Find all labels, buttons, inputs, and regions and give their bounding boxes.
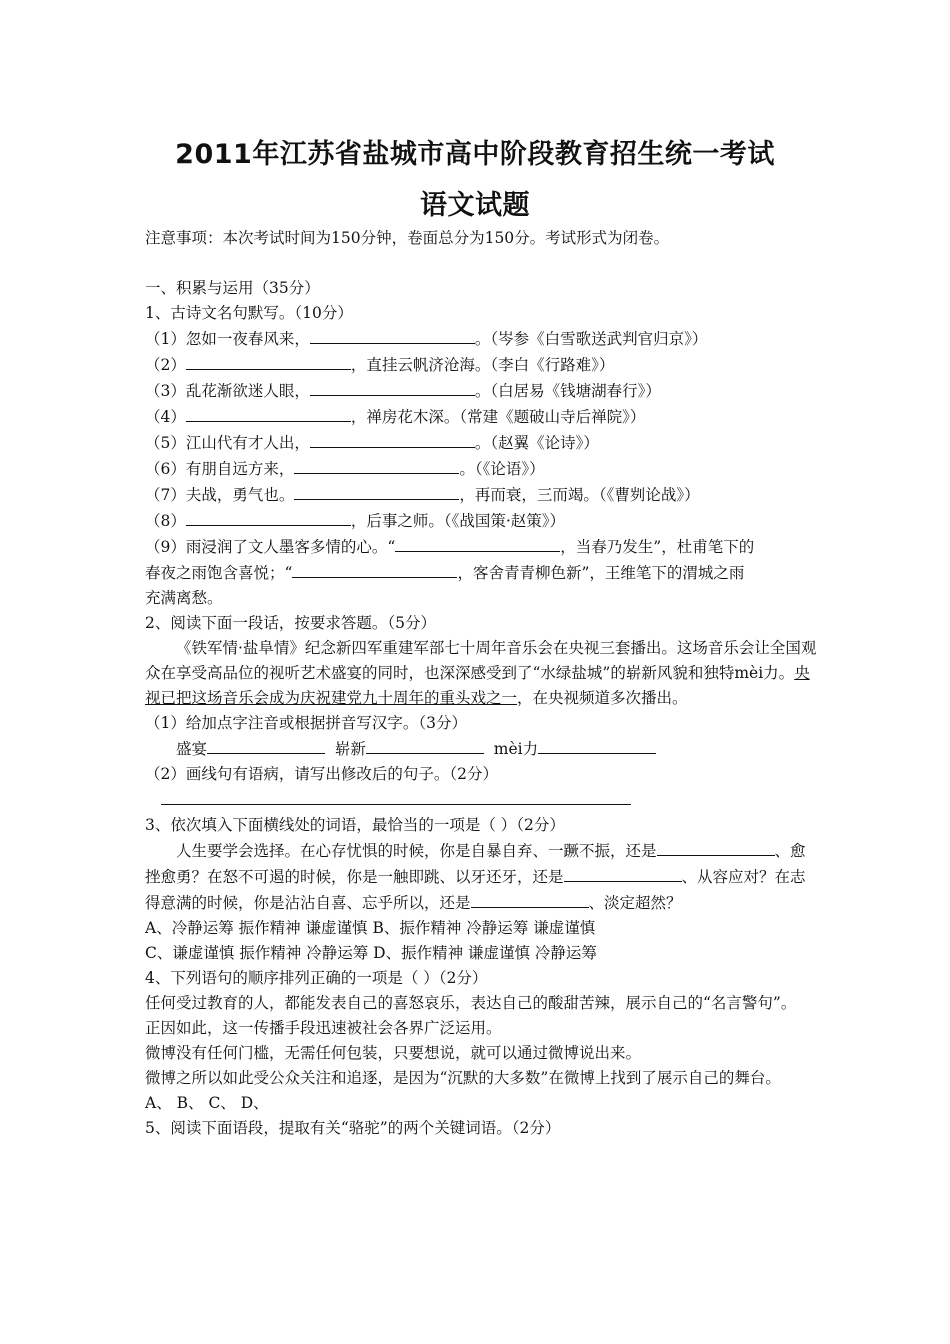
underlined-sentence: 央视已把这场音乐会成为庆祝建党九十周年的重头戏之一	[145, 664, 810, 707]
q1-item-2: （2） ，直挂云帆济沧海。（李白《行路难》）	[145, 352, 820, 378]
section-heading: 一、积累与运用（35分）	[145, 279, 320, 297]
q3-options-ab: A、冷静运筹 振作精神 谦虚谨慎 B、振作精神 冷静运筹 谦虚谨慎	[145, 919, 596, 937]
answer-blank[interactable]	[294, 456, 459, 474]
answer-blank[interactable]	[207, 736, 325, 754]
q4-options: A、 B、 C、 D、	[145, 1094, 269, 1112]
exam-content	[145, 226, 820, 1141]
q3-passage: 人生要学会选择。在心存忧惧的时候，你是自暴自弃、一蹶不振，还是 、愈挫愈勇？在怒不可遏的时候，你是一触即跳、以牙还牙，还是 、从容应对？在志得意满的时候，你是沾沾自喜、忘乎所以，还是 、淡定超然？	[145, 838, 820, 916]
answer-blank[interactable]	[186, 404, 351, 422]
q4-sentence-1: 任何受过教育的人，都能发表自己的喜怒哀乐，表达自己的酸甜苦辣，展示自己的“名言警句”。	[145, 994, 797, 1012]
answer-blank[interactable]	[538, 736, 656, 754]
answer-blank[interactable]	[310, 326, 475, 344]
q1-item-4: （4） ，禅房花木深。（常建《题破山寺后禅院》）	[145, 404, 820, 430]
q1-item-6: （6）有朋自远方来， 。（《论语》）	[145, 456, 820, 482]
question-1-stem: 1、古诗文名句默写。（10分）	[145, 304, 353, 322]
q2-passage: 《铁军情·盐阜情》纪念新四军重建军部七十周年音乐会在央视三套播出。这场音乐会让全国观众在享受高品位的视听艺术盛宴的同时，也深深感受到了“水绿盐城”的崭新风貌和独特mèi力。央视已把这场音乐会成为庆祝建党九十周年的重头戏之一，在央视频道多次播出。	[145, 639, 817, 707]
exam-title: 2011年江苏省盐城市高中阶段教育招生统一考试	[175, 139, 775, 170]
answer-blank[interactable]	[186, 508, 351, 526]
q1-item-5: （5）江山代有才人出， 。（赵翼《论诗》）	[145, 430, 820, 456]
q2-sub-1: （1）给加点字注音或根据拼音写汉字。（3分）	[145, 714, 467, 732]
answer-blank[interactable]	[310, 378, 475, 396]
answer-blank[interactable]	[366, 736, 484, 754]
q4-sentence-4: 微博之所以如此受公众关注和追逐，是因为“沉默的大多数”在微博上找到了展示自己的舞台。	[145, 1069, 781, 1087]
q4-sentence-3: 微博没有任何门槛，无需任何包装，只要想说，就可以通过微博说出来。	[145, 1044, 642, 1062]
answer-blank[interactable]	[395, 534, 560, 552]
q1-item-7: （7）夫战，勇气也。 ，再而衰，三而竭。（《曹刿论战》）	[145, 482, 820, 508]
question-4-stem: 4、下列语句的顺序排列正确的一项是（ ）（2分）	[145, 969, 488, 987]
q2-sub-2: （2）画线句有语病，请写出修改后的句子。（2分）	[145, 765, 498, 783]
answer-blank[interactable]	[186, 352, 351, 370]
question-2-stem: 2、阅读下面一段话，按要求答题。（5分）	[145, 614, 436, 632]
question-3-stem: 3、依次填入下面横线处的词语，最恰当的一项是（ ）（2分）	[145, 816, 565, 834]
q2-sub-1-blanks: 盛宴 崭新 mèi力	[145, 736, 820, 762]
q1-item-1: （1）忽如一夜春风来， 。（岑参《白雪歌送武判官归京》）	[145, 326, 820, 352]
answer-line[interactable]	[161, 787, 631, 805]
q1-item-9: （9）雨浸润了文人墨客多情的心。“ ，当春乃发生”，杜甫笔下的 春夜之雨饱含喜悦；“ ，客舍青青柳色新”，王维笔下的渭城之雨 充满离愁。	[145, 534, 820, 611]
question-5-stem: 5、阅读下面语段，提取有关“骆驼”的两个关键词语。（2分）	[145, 1119, 561, 1137]
answer-blank[interactable]	[294, 482, 459, 500]
q4-sentence-2: 正因如此，这一传播手段迅速被社会各界广泛运用。	[145, 1019, 502, 1037]
q2-sub-2-line	[145, 787, 820, 813]
q3-options-cd: C、谦虚谨慎 振作精神 冷静运筹 D、振作精神 谦虚谨慎 冷静运筹	[145, 944, 597, 962]
q1-item-3: （3）乱花渐欲迷人眼， 。（白居易《钱塘湖春行》）	[145, 378, 820, 404]
answer-blank[interactable]	[564, 864, 682, 882]
notice: 注意事项：本次考试时间为150分钟，卷面总分为150分。考试形式为闭卷。	[145, 229, 670, 247]
answer-blank[interactable]	[471, 890, 589, 908]
answer-blank[interactable]	[292, 560, 457, 578]
answer-blank[interactable]	[657, 838, 775, 856]
q1-item-8: （8） ，后事之师。（《战国策·赵策》）	[145, 508, 820, 534]
exam-subtitle: 语文试题	[420, 190, 530, 221]
answer-blank[interactable]	[310, 430, 475, 448]
